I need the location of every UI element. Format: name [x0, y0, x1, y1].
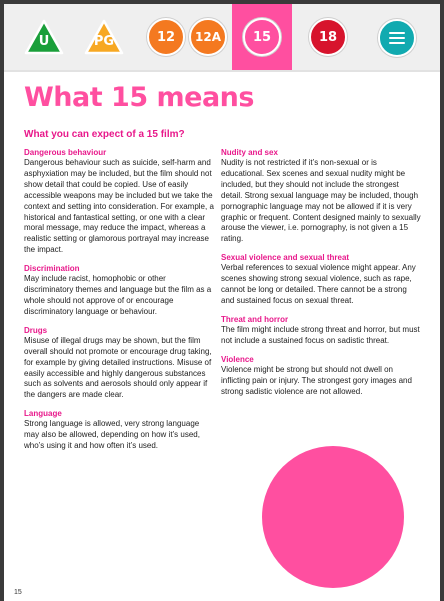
section-violence — [221, 355, 421, 398]
rating-18-icon: 18 — [309, 18, 347, 56]
section-body: Dangerous behaviour such as suicide, self-harm and asphyxiation may be included, but the film should not show detail that could be copied. Use of easily accessible weapons may be included but we take the context and setting into consideration. For example, a historical and fantastical setting, or one with a clear moral message, may reduce the impact, whereas a realistic setting or glamorous portrayal may increase the impact. — [24, 158, 214, 255]
section-heading: Dangerous behaviour — [24, 148, 107, 157]
section-heading: Threat and horror — [221, 314, 289, 324]
section-sexual-violence — [221, 253, 421, 307]
right-column — [221, 148, 421, 405]
section-heading: Sexual violence and sexual threat — [221, 253, 350, 263]
section-heading: Drugs — [24, 325, 48, 335]
section-language — [24, 409, 214, 452]
section-body: Strong language is allowed, very strong language may also be allowed, depending on how it’s used, who’s using it and how often it’s used. — [24, 419, 200, 451]
rating-pg-icon — [84, 19, 124, 55]
section-body: Misuse of illegal drugs may be shown, but the film overall should not promote or encourage drug taking, for example by giving detailed instructions. Misuse of easily accessible and highly dangerous substances such as solvents and aerosols should only appear if the dangers are made clear. — [24, 335, 212, 400]
page-title: What 15 means — [24, 82, 254, 113]
section-threat-and-horror — [221, 315, 421, 347]
rating-12a-icon: 12A — [189, 18, 227, 56]
rating-15-icon: 15 — [243, 18, 281, 56]
section-body: May include racist, homophobic or other discriminatory themes and language but the film as a whole should not approve of or encourage discriminatory language or behaviour. — [24, 274, 212, 316]
section-body: Verbal references to sexual violence might appear. Any scenes showing strong sexual violence, such as rape, cannot be long or detailed. There cannot be a strong and sustained focus on sexual threat. — [221, 263, 416, 305]
page-number: 15 — [14, 589, 22, 596]
rating-nav-bar — [4, 4, 440, 72]
section-discrimination — [24, 264, 214, 318]
rating-18-tab[interactable] — [302, 4, 354, 70]
rating-u-label: U — [38, 34, 50, 49]
section-body: The film might include strong threat and horror, but must not include a sustained focus on sadistic threat. — [221, 324, 420, 345]
section-body: Nudity is not restricted if it’s non-sexual or is educational. Sex scenes and sexual nudity might be included, but they should not include the strongest detail. Strong sexual language may be included, though pornographic language may not be allowed if it is very graphic or frequent. Content designed mainly to sexually arouse the viewer, i.e. pornography, is not given a 15 rating. — [221, 158, 421, 244]
section-heading: Discrimination — [24, 264, 80, 274]
section-heading: Violence — [221, 354, 254, 364]
rating-u-tab[interactable] — [18, 4, 70, 70]
rating-12-icon: 12 — [147, 18, 185, 56]
decorative-pink-circle — [262, 446, 404, 588]
page-subtitle: What you can expect of a 15 film? — [24, 129, 185, 140]
section-dangerous-behaviour — [24, 148, 214, 256]
rating-12a-tab[interactable] — [182, 4, 234, 70]
rating-15-tab[interactable] — [232, 4, 292, 70]
section-nudity-and-sex — [221, 148, 421, 245]
section-drugs — [24, 326, 214, 401]
left-column — [24, 148, 214, 460]
section-heading: Language — [24, 409, 62, 419]
document-page — [4, 4, 440, 601]
section-body: Violence might be strong but should not dwell on inflicting pain or injury. The strongest gory images and strong sadistic violence are not allowed. — [221, 364, 412, 396]
menu-button[interactable] — [378, 19, 416, 57]
rating-u-icon — [24, 19, 64, 55]
rating-pg-label: PG — [93, 34, 115, 49]
section-heading: Nudity and sex — [221, 148, 278, 157]
hamburger-icon — [389, 31, 405, 45]
rating-pg-tab[interactable] — [78, 4, 130, 70]
